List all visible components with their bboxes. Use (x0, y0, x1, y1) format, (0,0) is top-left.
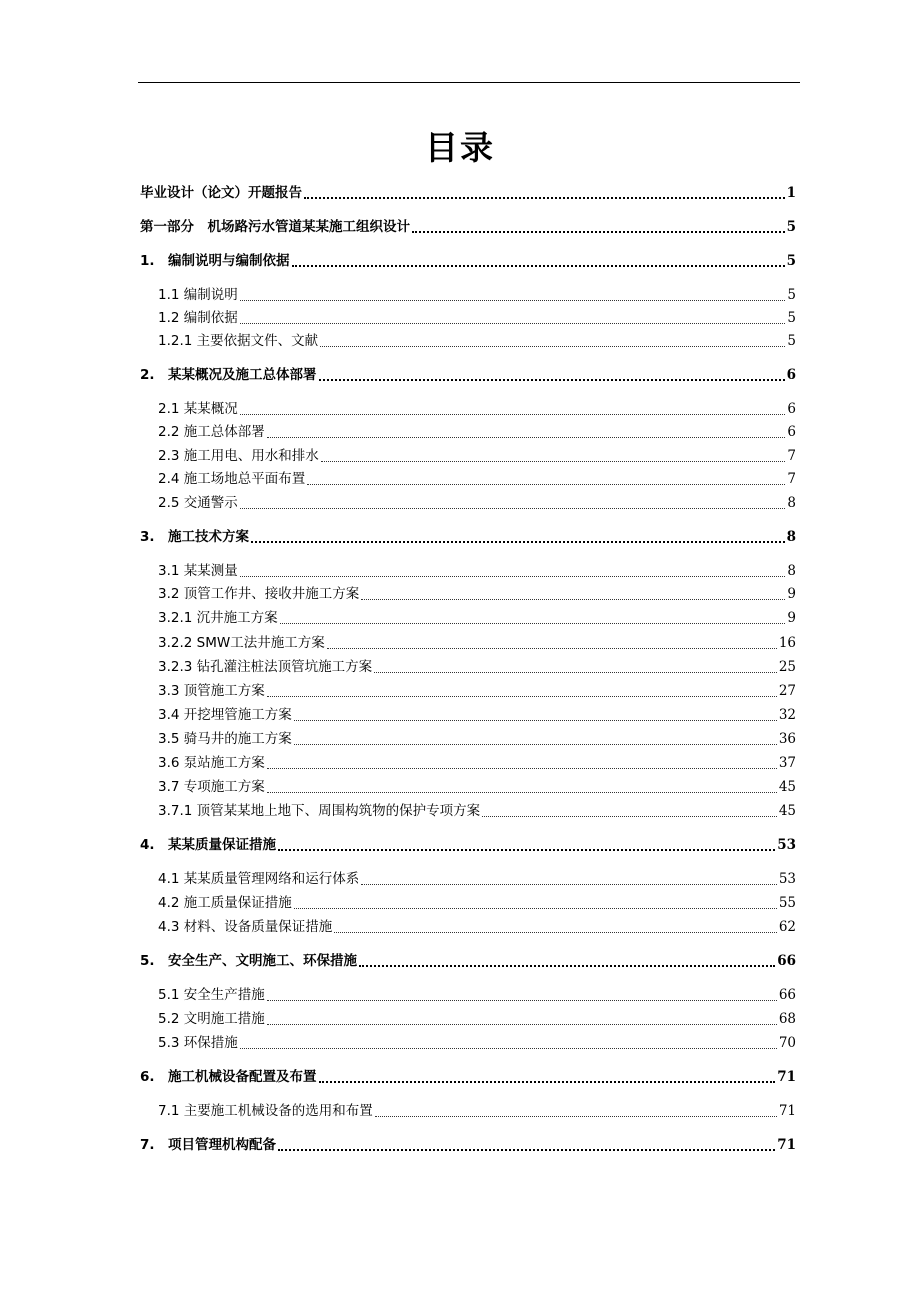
toc-entry[interactable] (140, 948, 796, 972)
toc-entry[interactable] (140, 524, 796, 548)
toc-entry-title: 3. 施工技术方案 (140, 529, 250, 545)
toc-entry-title: 4.1 某某质量管理网络和运行体系 (158, 871, 360, 887)
toc-entry[interactable] (158, 328, 796, 352)
toc-page-number: 71 (778, 1103, 796, 1119)
toc-dot-leader (278, 849, 775, 851)
toc-page-number: 36 (778, 731, 796, 747)
toc-entry[interactable] (140, 362, 796, 386)
toc-entry[interactable] (158, 490, 796, 514)
toc-entry[interactable] (158, 466, 796, 490)
toc-dot-leader (375, 1116, 777, 1117)
toc-page-number: 55 (778, 895, 796, 911)
toc-page-number: 7 (787, 448, 796, 464)
toc-entry-title: 6. 施工机械设备配置及布置 (140, 1069, 317, 1085)
toc-page-number: 71 (777, 1137, 796, 1153)
toc-entry[interactable] (158, 630, 796, 654)
toc-dot-leader (361, 884, 777, 885)
toc-dot-leader (319, 1081, 776, 1083)
toc-entry-title: 2.5 交通警示 (158, 495, 238, 511)
toc-page-number: 7 (787, 471, 796, 487)
toc-dot-leader (412, 231, 785, 233)
toc-page-number: 6 (787, 401, 796, 417)
toc-page-number: 8 (787, 563, 796, 579)
toc-entry-title: 3.7 专项施工方案 (158, 779, 265, 795)
toc-entry-title: 3.6 泵站施工方案 (158, 755, 265, 771)
toc-dot-leader (278, 1149, 775, 1151)
toc-entry[interactable] (140, 248, 796, 272)
toc-dot-leader (359, 965, 775, 967)
toc-dot-leader (320, 346, 785, 347)
toc-entry-title: 3.3 顶管施工方案 (158, 683, 265, 699)
toc-dot-leader (319, 379, 785, 381)
toc-page-number: 5 (786, 219, 796, 235)
toc-dot-leader (240, 323, 786, 324)
toc-entry-title: 1.2 编制依据 (158, 310, 238, 326)
toc-page-number: 6 (787, 424, 796, 440)
toc-dot-leader (482, 816, 777, 817)
toc-dot-leader (267, 696, 777, 697)
toc-dot-leader (251, 541, 785, 543)
toc-entry[interactable] (158, 726, 796, 750)
toc-entry-title: 4.2 施工质量保证措施 (158, 895, 292, 911)
toc-entry[interactable] (140, 1132, 796, 1156)
toc-page-number: 16 (778, 635, 796, 651)
toc-entry-title: 3.2.2 SMW工法井施工方案 (158, 635, 325, 651)
toc-page-number: 27 (778, 683, 796, 699)
toc-entry-title: 7. 项目管理机构配备 (140, 1137, 277, 1153)
toc-dot-leader (240, 300, 786, 301)
toc-page-number: 68 (778, 1011, 796, 1027)
toc-entry[interactable] (158, 702, 796, 726)
toc-entry[interactable] (158, 866, 796, 890)
toc-entry[interactable] (158, 305, 796, 329)
toc-entry-title: 5. 安全生产、文明施工、环保措施 (140, 953, 358, 969)
toc-entry[interactable] (158, 581, 796, 605)
toc-page-number: 66 (778, 987, 796, 1003)
toc-entry-title: 1.1 编制说明 (158, 287, 238, 303)
toc-entry[interactable] (158, 914, 796, 938)
toc-entry[interactable] (158, 798, 796, 822)
toc-entry[interactable] (158, 396, 796, 420)
toc-dot-leader (304, 197, 785, 199)
toc-entry-title: 2.1 某某概况 (158, 401, 238, 417)
toc-entry[interactable] (140, 1064, 796, 1088)
toc-entry-title: 3.1 某某测量 (158, 563, 238, 579)
toc-entry-title: 3.2.1 沉井施工方案 (158, 610, 278, 626)
toc-entry-title: 2.3 施工用电、用水和排水 (158, 448, 319, 464)
toc-page-number: 37 (778, 755, 796, 771)
toc-page-number: 70 (778, 1035, 796, 1051)
toc-entry[interactable] (140, 832, 796, 856)
toc-entry-title: 毕业设计（论文）开题报告 (140, 185, 302, 201)
toc-dot-leader (240, 508, 786, 509)
toc-page-number: 5 (786, 253, 796, 269)
toc-dot-leader (327, 648, 777, 649)
toc-page-number: 25 (778, 659, 796, 675)
toc-dot-leader (361, 599, 785, 600)
toc-dot-leader (267, 437, 786, 438)
toc-entry-title: 3.5 骑马井的施工方案 (158, 731, 292, 747)
toc-page-number: 8 (786, 529, 796, 545)
toc-dot-leader (240, 1048, 777, 1049)
toc-dot-leader (240, 414, 786, 415)
toc-entry[interactable] (158, 443, 796, 467)
page-title: 目录 (425, 128, 495, 167)
toc-entry-title: 第一部分 机场路污水管道某某施工组织设计 (140, 219, 410, 235)
toc-page-number: 9 (787, 610, 796, 626)
toc-dot-leader (267, 1000, 777, 1001)
toc-dot-leader (294, 744, 777, 745)
toc-page-number: 5 (787, 333, 796, 349)
toc-dot-leader (294, 908, 777, 909)
toc-entry-title: 4. 某某质量保证措施 (140, 837, 277, 853)
toc-page-number: 53 (777, 837, 796, 853)
toc-dot-leader (321, 461, 786, 462)
toc-entry[interactable] (158, 678, 796, 702)
toc-dot-leader (374, 672, 777, 673)
toc-entry[interactable] (158, 282, 796, 306)
toc-page-number: 32 (778, 707, 796, 723)
toc-entry[interactable] (158, 1006, 796, 1030)
toc-dot-leader (307, 484, 785, 485)
toc-entry-title: 5.2 文明施工措施 (158, 1011, 265, 1027)
toc-page-number: 8 (787, 495, 796, 511)
toc-page-number: 66 (777, 953, 796, 969)
toc-entry-title: 5.3 环保措施 (158, 1035, 238, 1051)
toc-entry[interactable] (140, 180, 796, 204)
toc-entry-title: 1. 编制说明与编制依据 (140, 253, 290, 269)
toc-entry-title: 1.2.1 主要依据文件、文献 (158, 333, 319, 349)
toc-entry-title: 7.1 主要施工机械设备的选用和布置 (158, 1103, 373, 1119)
toc-page-number: 45 (778, 779, 796, 795)
toc-entry-title: 3.4 开挖埋管施工方案 (158, 707, 292, 723)
toc-page-number: 62 (778, 919, 796, 935)
toc-dot-leader (240, 576, 786, 577)
toc-dot-leader (267, 768, 777, 769)
toc-entry[interactable] (158, 605, 796, 629)
toc-entry[interactable] (158, 558, 796, 582)
toc-entry[interactable] (158, 774, 796, 798)
toc-page-number: 6 (786, 367, 796, 383)
toc-entry[interactable] (158, 750, 796, 774)
toc-entry-title: 4.3 材料、设备质量保证措施 (158, 919, 333, 935)
toc-entry-title: 5.1 安全生产措施 (158, 987, 265, 1003)
toc-page-number: 45 (778, 803, 796, 819)
toc-page-number: 53 (778, 871, 796, 887)
toc-dot-leader (267, 1024, 777, 1025)
toc-entry-title: 3.2.3 钻孔灌注桩法顶管坑施工方案 (158, 659, 373, 675)
toc-entry[interactable] (158, 982, 796, 1006)
toc-page-number: 1 (786, 185, 796, 201)
toc-dot-leader (294, 720, 777, 721)
toc-page-number: 9 (787, 586, 796, 602)
toc-entry-title: 3.7.1 顶管某某地上地下、周围构筑物的保护专项方案 (158, 803, 481, 819)
toc-dot-leader (267, 792, 777, 793)
toc-entry[interactable] (158, 890, 796, 914)
toc-page-number: 5 (787, 287, 796, 303)
toc-entry-title: 2.4 施工场地总平面布置 (158, 471, 306, 487)
toc-entry[interactable] (158, 1030, 796, 1054)
toc-page-number: 5 (787, 310, 796, 326)
toc-dot-leader (280, 623, 786, 624)
toc-entry[interactable] (158, 654, 796, 678)
toc-entry[interactable] (158, 1098, 796, 1122)
toc-dot-leader (334, 932, 777, 933)
toc-dot-leader (292, 265, 785, 267)
toc-entry[interactable] (158, 419, 796, 443)
toc-entry-title: 2.2 施工总体部署 (158, 424, 265, 440)
toc-page-number: 71 (777, 1069, 796, 1085)
toc-entry-title: 2. 某某概况及施工总体部署 (140, 367, 317, 383)
toc-entry[interactable] (140, 214, 796, 238)
toc-entry-title: 3.2 顶管工作井、接收井施工方案 (158, 586, 360, 602)
